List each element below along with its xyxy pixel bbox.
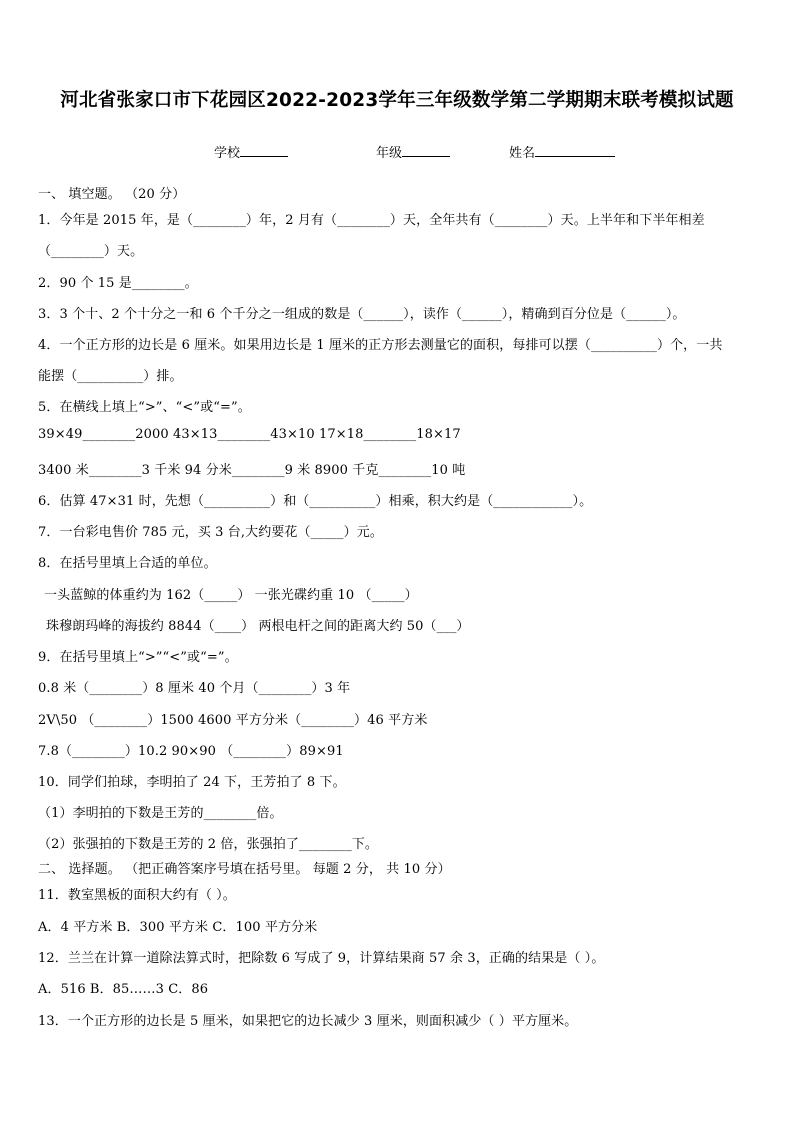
question-5-row-2: 3400 米________3 千米 94 分米________9 米 8900 千克________10 吨 <box>38 463 466 478</box>
question-1-line-1: 1．今年是 2015 年，是（________）年，2 月有（________）天，全年共有（________）天。上半年和下半年相差 <box>38 213 705 228</box>
page-title: 河北省张家口市下花园区2022-2023学年三年级数学第二学期期末联考模拟试题 <box>60 90 734 111</box>
question-5-row-1: 39×49________2000 43×13________43×10 17×18________18×17 <box>38 427 461 442</box>
question-5: 5．在横线上填上“>”、“<”或“=”。 <box>38 400 251 415</box>
question-4-line-1: 4．一个正方形的边长是 6 厘米。如果用边长是 1 厘米的正方形去测量它的面积，每排可以摆（__________）个，一共 <box>38 338 723 353</box>
question-1-line-2: （________）天。 <box>38 244 144 259</box>
question-11: 11．教室黑板的面积大约有（ ）。 <box>38 888 236 903</box>
question-9-row-2: 2V\50 （________）1500 4600 平方分米（________）46 平方米 <box>38 713 428 728</box>
question-2: 2．90 个 15 是________。 <box>38 276 198 291</box>
question-9-row-1: 0.8 米（________）8 厘米 40 个月（________）3 年 <box>38 681 351 696</box>
grade-field <box>376 142 450 161</box>
grade-label: 年级 <box>376 146 403 161</box>
question-4-line-2: 能摆（__________）排。 <box>38 369 183 384</box>
school-field <box>214 142 288 161</box>
question-11-options: A．4 平方米 B．300 平方米 C．100 平方分米 <box>38 920 318 935</box>
section-choice-title: 二、 选择题。 （把正确答案序号填在括号里。 每题 2 分， 共 10 分） <box>38 862 451 877</box>
question-8-row-1: 一头蓝鲸的体重约为 162（_____） 一张光碟约重 10 （_____） <box>44 588 418 603</box>
question-10: 10．同学们拍球，李明拍了 24 下，王芳拍了 8 下。 <box>38 775 346 790</box>
question-10-part-1: （1）李明拍的下数是王芳的________倍。 <box>38 806 283 821</box>
name-label: 姓名 <box>509 146 536 161</box>
grade-blank[interactable] <box>402 144 450 157</box>
question-10-part-2: （2）张强拍的下数是王芳的 2 倍，张强拍了________下。 <box>38 837 379 852</box>
question-6: 6．估算 47×31 时，先想（__________）和（__________）相乘，积大约是（____________）。 <box>38 494 593 509</box>
question-7: 7．一台彩电售价 785 元，买 3 台,大约要花（_____）元。 <box>38 525 383 540</box>
question-9-row-3: 7.8（________）10.2 90×90 （________）89×91 <box>38 744 344 759</box>
question-12-options: A．516 B．85……3 C．86 <box>38 982 209 997</box>
question-12: 12．兰兰在计算一道除法算式时，把除数 6 写成了 9，计算结果商 57 余 3，正确的结果是（ ）。 <box>38 951 605 966</box>
school-label: 学校 <box>214 146 241 161</box>
question-9: 9．在括号里填上“>”“<”或“=”。 <box>38 650 238 665</box>
section-fill-in-title: 一、 填空题。 （20 分） <box>38 187 186 202</box>
question-8-row-2: 珠穆朗玛峰的海拔约 8844（____） 两根电杆之间的距离大约 50（___） <box>46 619 470 634</box>
school-blank[interactable] <box>240 144 288 157</box>
question-8: 8．在括号里填上合适的单位。 <box>38 556 217 571</box>
name-field <box>509 142 615 161</box>
question-3: 3．3 个十、2 个十分之一和 6 个千分之一组成的数是（______），读作（______），精确到百分位是（______）。 <box>38 307 686 322</box>
question-13: 13．一个正方形的边长是 5 厘米，如果把它的边长减少 3 厘米，则面积减少（ ）平方厘米。 <box>38 1014 578 1029</box>
name-blank[interactable] <box>535 144 615 157</box>
